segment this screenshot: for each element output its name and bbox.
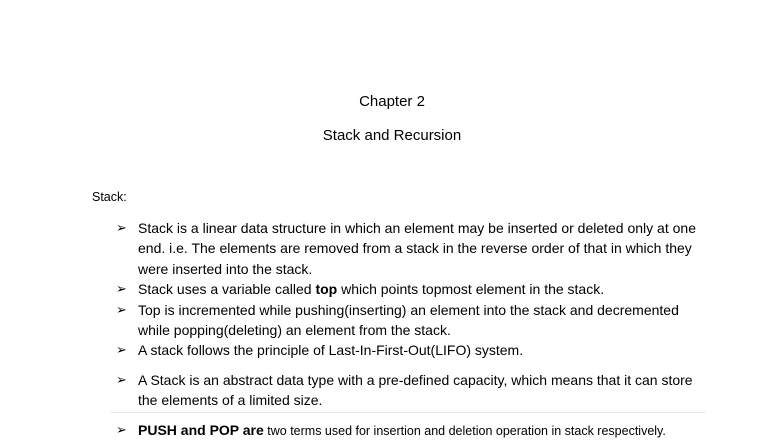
- chapter-heading: Chapter 2: [359, 93, 425, 110]
- list-item-text: A Stack is an abstract data type with a pre-defined capacity, which means that it can store the elements of a limited size.: [138, 371, 693, 409]
- list-item-bold: PUSH and POP are: [138, 421, 264, 438]
- arrow-bullet-icon: ➢: [116, 342, 127, 358]
- arrow-bullet-icon: ➢: [116, 281, 127, 297]
- list-item-text: Stack uses a variable called: [138, 281, 316, 298]
- list-item: [116, 340, 706, 360]
- list-item-text: which points topmost element in the stack.: [337, 281, 605, 298]
- list-item: [116, 279, 706, 299]
- list-item: [116, 300, 706, 341]
- list-item-text: Stack is a linear data structure in which an element may be inserted or deleted only at one end. i.e. The elements are removed from a stack in the reverse order of that in which they were inserted into the stack.: [138, 220, 696, 277]
- divider: [110, 412, 706, 413]
- list-item-text: two terms used for insertion and deletion operation in stack respectively.: [263, 423, 666, 438]
- bullet-list: [116, 218, 706, 441]
- list-item: [116, 420, 706, 441]
- list-item: [116, 218, 706, 279]
- arrow-bullet-icon: ➢: [116, 421, 127, 437]
- list-item-text: Top is incremented while pushing(inserting) an element into the stack and decremented while popping(deleting) an element from the stack.: [138, 301, 679, 339]
- page-title: Stack and Recursion: [322, 127, 462, 144]
- section-label: Stack:: [92, 190, 127, 204]
- arrow-bullet-icon: ➢: [116, 371, 127, 387]
- arrow-bullet-icon: ➢: [116, 301, 127, 317]
- list-item: [116, 370, 706, 411]
- arrow-bullet-icon: ➢: [116, 220, 127, 235]
- list-item-text: A stack follows the principle of Last-In-First-Out(LIFO) system.: [138, 342, 524, 359]
- list-item-bold: top: [315, 281, 338, 298]
